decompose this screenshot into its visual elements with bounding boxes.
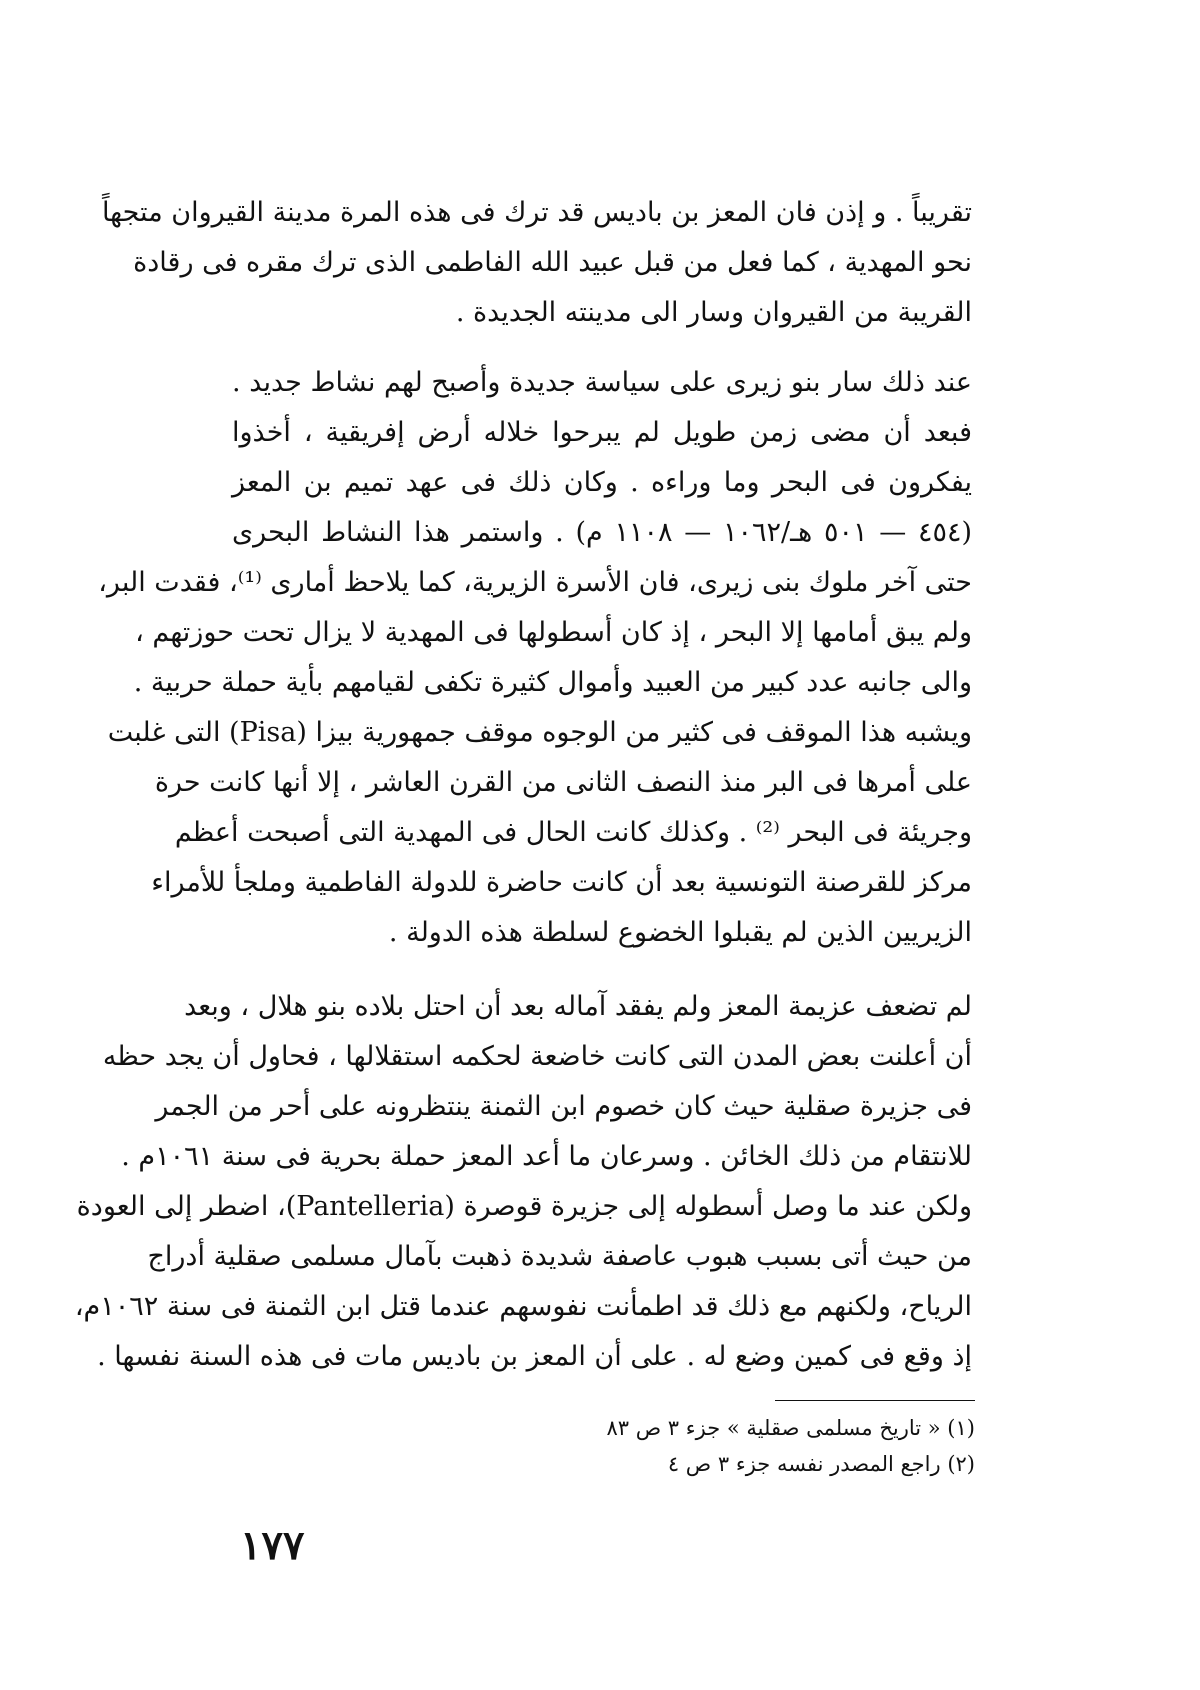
text-line: على أمرها فى البر منذ النصف الثانى من القرن العاشر ، إلا أنها كانت حرة: [154, 767, 972, 798]
footnotes: [560, 1410, 975, 1482]
text-line: تقريباً . و إذن فان المعز بن باديس قد ترك فى هذه المرة مدينة القيروان متجهاً: [101, 197, 972, 228]
footnote-divider: [775, 1400, 975, 1401]
text-line: من حيث أتى بسبب هبوب عاصفة شديدة ذهبت بآمال مسلمى صقلية أدراج: [147, 1241, 972, 1272]
text-line: الزيريين الذين لم يقبلوا الخضوع لسلطة هذه الدولة .: [388, 917, 972, 948]
paragraph-2: [98, 358, 972, 958]
text-line: القريبة من القيروان وسار الى مدينته الجديدة .: [455, 297, 972, 328]
text-line: مركز للقرصنة التونسية بعد أن كانت حاضرة للدولة الفاطمية وملجأ للأمراء: [151, 867, 972, 898]
text-line: (٤٥٤ — ٥٠١ هـ/١٠٦٢ — ١١٠٨ م) . واستمر هذا النشاط البحرى: [232, 517, 972, 548]
text-line: فى جزيرة صقلية حيث كان خصوم ابن الثمنة ينتظرونه على أحر من الجمر: [155, 1091, 972, 1122]
footnote-1: (١) « تاريخ مسلمى صقلية » جزء ٣ ص ٨٣: [606, 1416, 975, 1440]
text-line: أن أعلنت بعض المدن التى كانت خاضعة لحكمه استقلالها ، فحاول أن يجد حظه: [102, 1041, 972, 1072]
text-line: ولم يبق أمامها إلا البحر ، إذ كان أسطولها فى المهدية لا يزال تحت حوزتهم ،: [135, 617, 972, 648]
text-line: الرياح، ولكنهم مع ذلك قد اطمأنت نفوسهم عندما قتل ابن الثمنة فى سنة ١٠٦٢م،: [74, 1291, 972, 1322]
text-line: عند ذلك سار بنو زيرى على سياسة جديدة وأصبح لهم نشاط جديد .: [232, 367, 972, 398]
text-line: للانتقام من ذلك الخائن . وسرعان ما أعد المعز حملة بحرية فى سنة ١٠٦١م .: [121, 1141, 972, 1172]
text-line: حتى آخر ملوك بنى زيرى، فان الأسرة الزيرية، كما يلاحظ أمارى ⁽¹⁾، فقدت البر،: [98, 567, 972, 598]
footnote-2: (٢) راجع المصدر نفسه جزء ٣ ص ٤: [667, 1452, 975, 1476]
text-line: يفكرون فى البحر وما وراءه . وكان ذلك فى عهد تميم بن المعز: [232, 467, 972, 498]
paragraph-3: [74, 982, 972, 1382]
text-line: ولكن عند ما وصل أسطوله إلى جزيرة قوصرة (Pantelleria)، اضطر إلى العودة: [76, 1191, 972, 1222]
text-line: إذ وقع فى كمين وضع له . على أن المعز بن باديس مات فى هذه السنة نفسها .: [97, 1341, 972, 1372]
text-line: فبعد أن مضى زمن طويل لم يبرحوا خلاله أرض إفريقية ، أخذوا: [232, 417, 972, 448]
page-number: ١٧٧: [240, 1522, 305, 1569]
text-line: ويشبه هذا الموقف فى كثير من الوجوه موقف جمهورية بيزا (Pisa) التى غلبت: [107, 717, 972, 748]
paragraph-1: [101, 188, 972, 338]
text-line: نحو المهدية ، كما فعل من قبل عبيد الله الفاطمى الذى ترك مقره فى رقادة: [133, 247, 972, 278]
text-line: لم تضعف عزيمة المعز ولم يفقد آماله بعد أن احتل بلاده بنو هلال ، وبعد: [184, 991, 972, 1022]
text-line: والى جانبه عدد كبير من العبيد وأموال كثيرة تكفى لقيامهم بأية حملة حربية .: [133, 667, 972, 698]
text-line: وجريئة فى البحر ⁽²⁾ . وكذلك كانت الحال فى المهدية التى أصبحت أعظم: [174, 817, 972, 848]
